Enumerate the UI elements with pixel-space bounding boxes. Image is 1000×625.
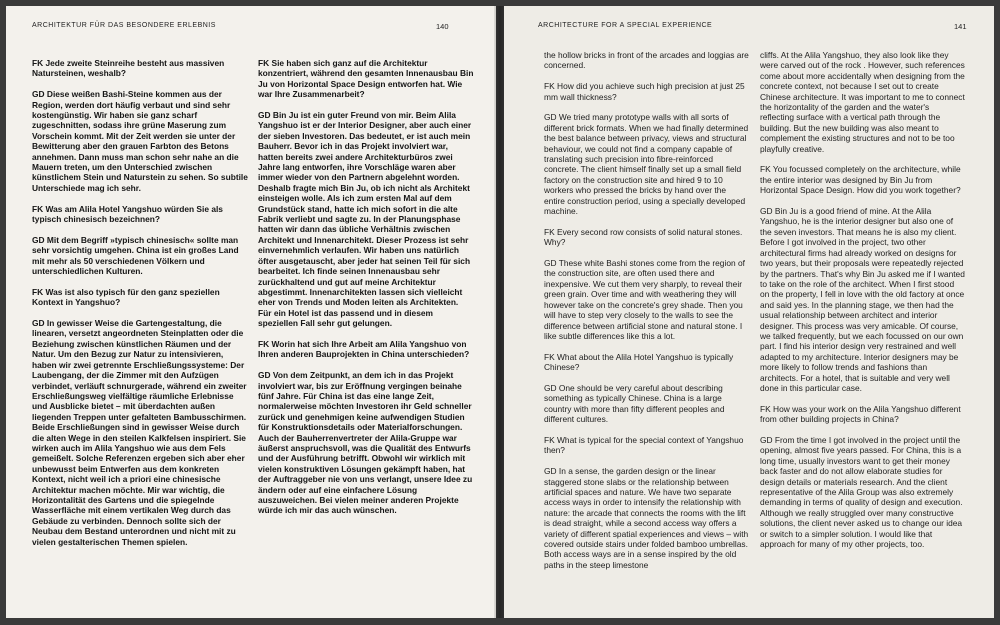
right-column-1	[544, 50, 749, 570]
paragraph: FK Was am Alila Hotel Yangshuo würden Sie als typisch chinesisch bezeichnen?	[32, 203, 223, 225]
paragraph: FK How was your work on the Alila Yangshuo different from other building projects in China?	[760, 403, 961, 425]
paragraph: FK Sie haben sich ganz auf die Architektur konzentriert, während den gesamten Innenausbau Bin Ju von Horizontal Space Design entworfen hat. Wie war Ihre Zusammenarbeit?	[258, 58, 474, 100]
paragraph: FK What about the Alila Hotel Yangshuo is typically Chinese?	[544, 351, 734, 373]
paragraph: GD From the time I got involved in the project until the opening, almost five years passed. For China, this is a long time, usually investors want to get their money back faster and do not allow elaborate studies for design details or materials research. And the client representative of the Alila Group was also extremely demanding in terms of quality of design and execution. Although we really struggled over many constructive solutions, the client never asked us to change our idea or switch to a simpler solution. I would like that approach for many of my other projects, too.	[760, 434, 963, 550]
page-number-right: 141	[954, 22, 967, 31]
page-number-left: 140	[436, 22, 449, 31]
paragraph: GD In gewisser Weise die Gartengestaltung, die linearen, versetzt angeordneten Steinplatten oder die Beziehung zwischen künstlichen Räumen und der Natur. Um den Bezug zur Natur zu intensivieren, haben wir zwei getrennte Erschließungssysteme: Der Laubengang, der die Zimmer mit den Aufzügen verbindet, verläuft schnurgerade, während ein zweiter Erschließungsweg vielfältige räumliche Erlebnisse und Ausblicke bietet – mit überdachten außen liegenden Treppen unter gefalteten Bambusschirmen. Beide Erschließungen sind in gewisser Weise durch die alten Wege in den steilen Kalkfelsen inspiriert. Sie wirken auch im Alila Yangshuo wie aus dem Fels gemeißelt. Solche Referenzen ergeben sich aber eher unbewusst beim Entwerfen aus dem konkreten Kontext, nicht weil ich a priori eine chinesische Architektur machen möchte. Mir war wichtig, die Horizontalität des Gartens und die spiegelnde Wasserfläche mit einem vertikalen Weg durch das Gebäude zu verbinden. Dennoch sollte sich der Neubau dem Bestand unterordnen und nicht mit zu vielen gestalterischen Themen spielen.	[32, 318, 247, 547]
paragraph: cliffs. At the Alila Yangshuo, they also look like they were carved out of the rock . However, such references come about more accidentally when designing from the concrete context, not because I set out to create Chinese architecture. It was important to me to connect the horizontality of the garden and the water's reflecting surface with a vertical path through the building. But the new building was also meant to complement the existing structures and not to be too playfully creative.	[760, 50, 965, 154]
paragraph: FK Every second row consists of solid natural stones. Why?	[544, 226, 743, 248]
paragraph: GD Mit dem Begriff »typisch chinesisch« sollte man sehr vorsichtig umgehen. China ist ein großes Land mit mehr als 50 verschiedenen Völkern und unterschiedlichen Kulturen.	[32, 234, 239, 277]
running-head-english: ARCHITECTURE FOR A SPECIAL EXPERIENCE	[538, 22, 713, 29]
paragraph: FK How did you achieve such high precision at just 25 mm wall thickness?	[544, 81, 745, 102]
left-page	[6, 6, 496, 618]
paragraph: FK Worin hat sich Ihre Arbeit am Alila Yangshuo von Ihren anderen Bauprojekten in China unterschieden?	[258, 338, 470, 360]
paragraph: GD Diese weißen Bashi-Steine kommen aus der Region, werden dort häufig verbaut und sind sehr kostengünstig. Wir haben sie ganz scharf zugeschnitten, sodass ihre grüne Maserung zum Vorschein kommt. Mit der Zeit werden sie unter der Bewitterung aber den grauen Farbton des Betons annehmen. Dann muss man schon sehr nahe an die Mauern treten, um den Unterschied zwischen künstlichem Stein und Naturstein zu sehen. So subtile Unterschiede mag ich sehr.	[32, 89, 248, 193]
paragraph: GD We tried many prototype walls with all sorts of different brick formats. When we had finally determined the best balance between privacy, views and structural behaviour, we could not find a company capable of translating such precision into fibre-reinforced concrete. The client himself finally set up a small field factory on the construction site and hired 9 to 10 workers who pressed the bricks by hand over the entire construction period, using a specially developed machine.	[544, 112, 749, 217]
paragraph: GD These white Bashi stones come from the region of the construction site, are often used there and inexpensive. We cut them very sharply, to reveal their green grain. Over time and with weathering they will however take on the concrete's grey shade. Then you will have to step very closely to the walls to see the difference between artificial stone and natural stone. I like subtle differences like this a lot.	[544, 258, 745, 341]
paragraph: GD Bin Ju ist ein guter Freund von mir. Beim Alila Yangshuo ist er der Interior Designer, aber auch einer der sieben Investoren. Das bedeutet, er ist auch mein Bauherr. Bevor ich in das Projekt involviert war, hatten bereits zwei andere Architekturbüros zwei Jahre lang entworfen, ihre Vorschläge waren aber immer wieder von den Partnern abgelehnt worden. Deshalb fragte mich Bin Ju, ob ich nicht als Architekt einsteigen wolle. Als ich zum ersten Mal auf dem Grundstück stand, hatte ich mich sofort in die alte Fabrik verliebt und sagte zu. In der Planungsphase hatten wir dann das übliche Verhältnis zwischen Architekt und Innenarchitekt. Dieser Prozess ist sehr einvernehmlich verlaufen. Wir haben uns natürlich öfter ausgetauscht, aber jeder hat seinen Teil für sich bearbeitet. Ich finde seinen Innenausbau sehr zurückhaltend und gut auf meine Architektur abgestimmt. Innenarchitekten lassen sich vielleicht eher von Trends und Moden leiten als Architekten. Für ein Hotel ist das passend und in diesem speziellen Fall sehr gut gelungen.	[258, 110, 472, 329]
paragraph: FK Jede zweite Steinreihe besteht aus massiven Natursteinen, weshalb?	[32, 58, 225, 79]
right-page	[504, 6, 994, 618]
paragraph: GD In a sense, the garden design or the linear staggered stone slabs or the relationship between artificial spaces and nature. We have two separate access ways in order to intensify the relationship with nature: the arcade that connects the rooms with the lift is dead straight, while a second access way offers a variety of different spatial experiences and views – with covered outside stairs under folded bamboo umbrellas. Both access ways are in a sense inspired by the old paths in the steep limestone	[544, 466, 749, 570]
left-column-1	[32, 58, 248, 547]
paragraph: FK What is typical for the special context of Yangshuo then?	[544, 434, 744, 456]
left-column-2	[258, 58, 474, 516]
paragraph: FK You focussed completely on the architecture, while the entire interior was designed by Bin Ju from Horizontal Space Design. How did you work together?	[760, 164, 961, 196]
paragraph: GD Von dem Zeitpunkt, an dem ich in das Projekt involviert war, bis zur Eröffnung vergingen beinahe fünf Jahre. Für China ist das eine lange Zeit, normalerweise möchten Investoren ihr Geld schneller zurück und genehmigen keine aufwendigen Studien für Konstruktionsdetails oder Materialforschungen. Auch der Bauherrenvertreter der Alila-Gruppe war äußerst anspruchsvoll, was die Qualität des Entwurfs und der Ausführung betrifft. Obwohl wir wirklich mit vielen konstruktiven Lösungen gekämpft haben, hat der Auftraggeber nie von uns verlangt, unsere Idee zu ändern oder auf eine einfachere Lösung auszuweichen. Bei vielen meiner anderen Projekte würde ich mir das auch wünschen.	[258, 370, 473, 516]
paragraph: GD Bin Ju is a good friend of mine. At the Alila Yangshuo, he is the interior designer but also one of the seven investors. That means he is also my client. Before I got involved in the project, two other architectural firms had already worked on designs for two years, but their proposals were repeatedly rejected by the partners. That's why Bin Ju asked me if I wanted to take on the role of the architect. When I first stood on the property, I fell in love with the old factory at once and said yes. In the planning stage, we then had the usual relationship between architect and interior designer. This process was very amicable. Of course, we talked frequently, but we each focussed on our own part. I find his interior design very restrained and well adapted to my architecture. Interior designers may be more likely to follow trends and fashions than architects. For a hotel, that is suitable and very well done in this particular case.	[760, 206, 965, 393]
running-head-german: ARCHITEKTUR FÜR DAS BESONDERE ERLEBNIS	[32, 22, 216, 29]
paragraph: GD One should be very careful about describing something as typically Chinese. China is a large country with more than fifty different peoples and different cultures.	[544, 382, 725, 425]
paragraph: FK Was ist also typisch für den ganz speziellen Kontext in Yangshuo?	[32, 286, 220, 308]
right-column-2	[760, 50, 965, 549]
paragraph: the hollow bricks in front of the arcades and loggias are concerned.	[544, 50, 749, 71]
